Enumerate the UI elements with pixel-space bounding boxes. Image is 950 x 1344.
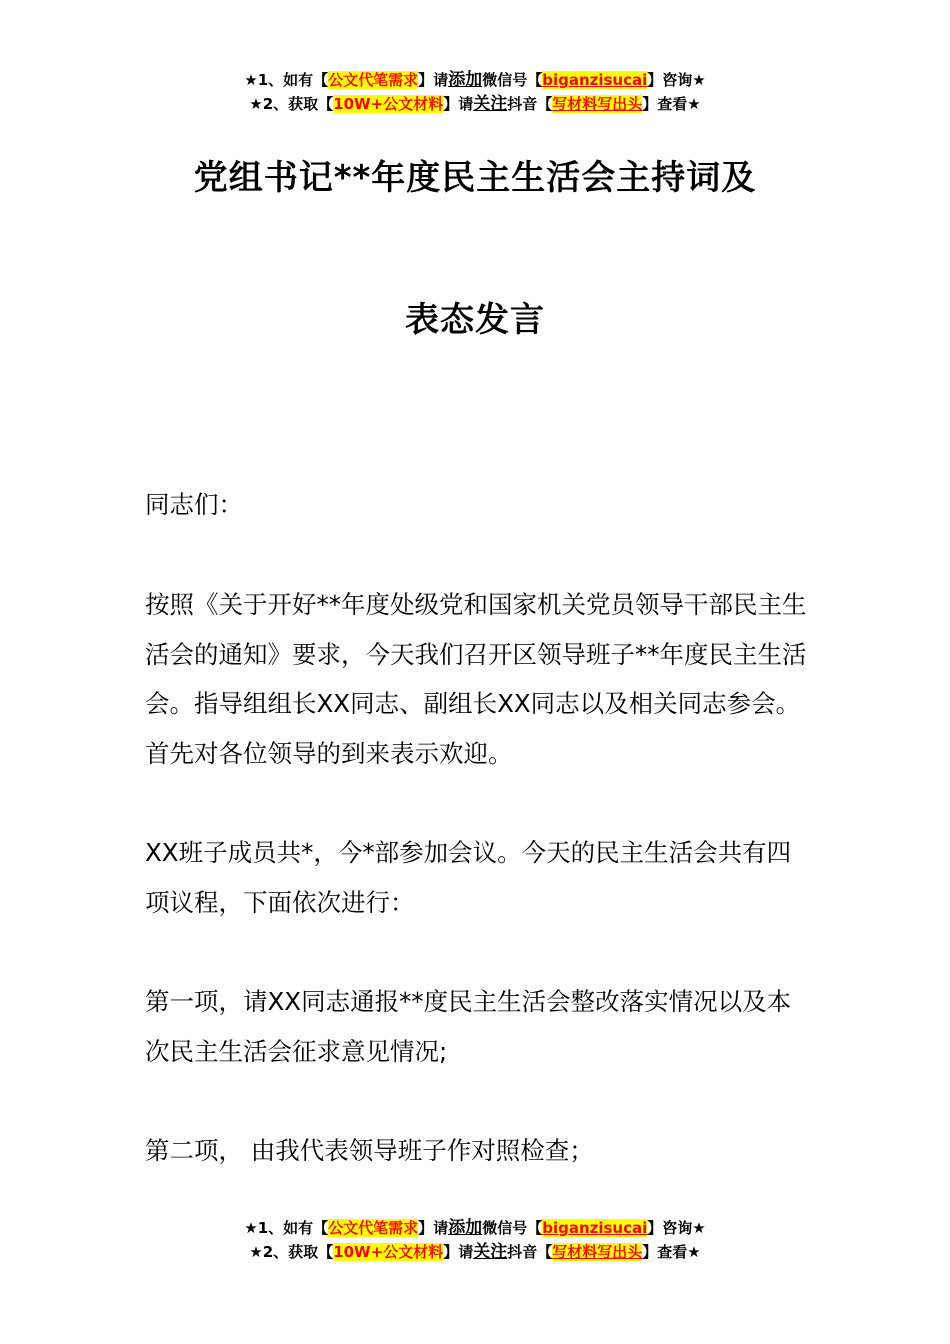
promo-text: 】请 <box>418 1219 449 1237</box>
promo-text: 抖音【 <box>507 95 553 113</box>
promo-douyin-id: 写材料写出头 <box>552 1243 643 1261</box>
body-paragraph: 按照《关于开好**年度处级党和国家机关党员领导干部民主生活会的通知》要求，今天我们召开区领导班子**年度民主生活会。指导组组长XX同志、副组长XX同志以及相关同志参会。首先对各位领导的到来表示欢迎。 <box>145 590 807 768</box>
promo-line-1 <box>0 1216 950 1240</box>
promo-text: 抖音【 <box>507 1243 553 1261</box>
promo-text: ★1、如有【 <box>244 1219 329 1237</box>
promo-line-1 <box>0 68 950 92</box>
promo-highlight: 10W+公文材料 <box>333 1243 444 1261</box>
agenda-item-2: 第二项， 由我代表领导班子作对照检查； <box>145 1136 594 1165</box>
document-title-line-2: 表态发言 <box>405 300 545 340</box>
promo-text: 】请 <box>418 71 449 89</box>
promo-emphasis: 添加 <box>448 70 483 90</box>
promo-text: 】查看★ <box>642 1243 701 1261</box>
promo-highlight: 10W+公文材料 <box>333 95 444 113</box>
promo-wechat-id: biganzisucai <box>542 1219 648 1237</box>
top-promo-banner <box>0 68 950 116</box>
salutation: 同志们： <box>145 490 243 519</box>
promo-text: 】咨询★ <box>647 71 706 89</box>
promo-text: ★2、获取【 <box>249 95 334 113</box>
bottom-promo-banner <box>0 1216 950 1264</box>
agenda-item-1: 第一项，请XX同志通报**度民主生活会整改落实情况以及本次民主生活会征求意见情况; <box>145 987 792 1066</box>
promo-text: 微信号【 <box>482 1219 543 1237</box>
promo-line-2 <box>0 92 950 116</box>
promo-text: 】请 <box>443 95 474 113</box>
promo-text: 微信号【 <box>482 71 543 89</box>
promo-emphasis: 关注 <box>473 1242 508 1262</box>
promo-highlight: 公文代笔需求 <box>328 71 419 89</box>
document-title-line-1: 党组书记**年度民主生活会主持词及 <box>193 158 757 198</box>
promo-text: 】咨询★ <box>647 1219 706 1237</box>
promo-line-2 <box>0 1240 950 1264</box>
body-paragraph: XX班子成员共*，今*部参加会议。今天的民主生活会共有四项议程，下面依次进行： <box>145 838 792 917</box>
promo-douyin-id: 写材料写出头 <box>552 95 643 113</box>
promo-emphasis: 关注 <box>473 94 508 114</box>
promo-text: ★2、获取【 <box>249 1243 334 1261</box>
promo-highlight: 公文代笔需求 <box>328 1219 419 1237</box>
promo-wechat-id: biganzisucai <box>542 71 648 89</box>
promo-text: 】请 <box>443 1243 474 1261</box>
promo-text: ★1、如有【 <box>244 71 329 89</box>
promo-text: 】查看★ <box>642 95 701 113</box>
promo-emphasis: 添加 <box>448 1218 483 1238</box>
